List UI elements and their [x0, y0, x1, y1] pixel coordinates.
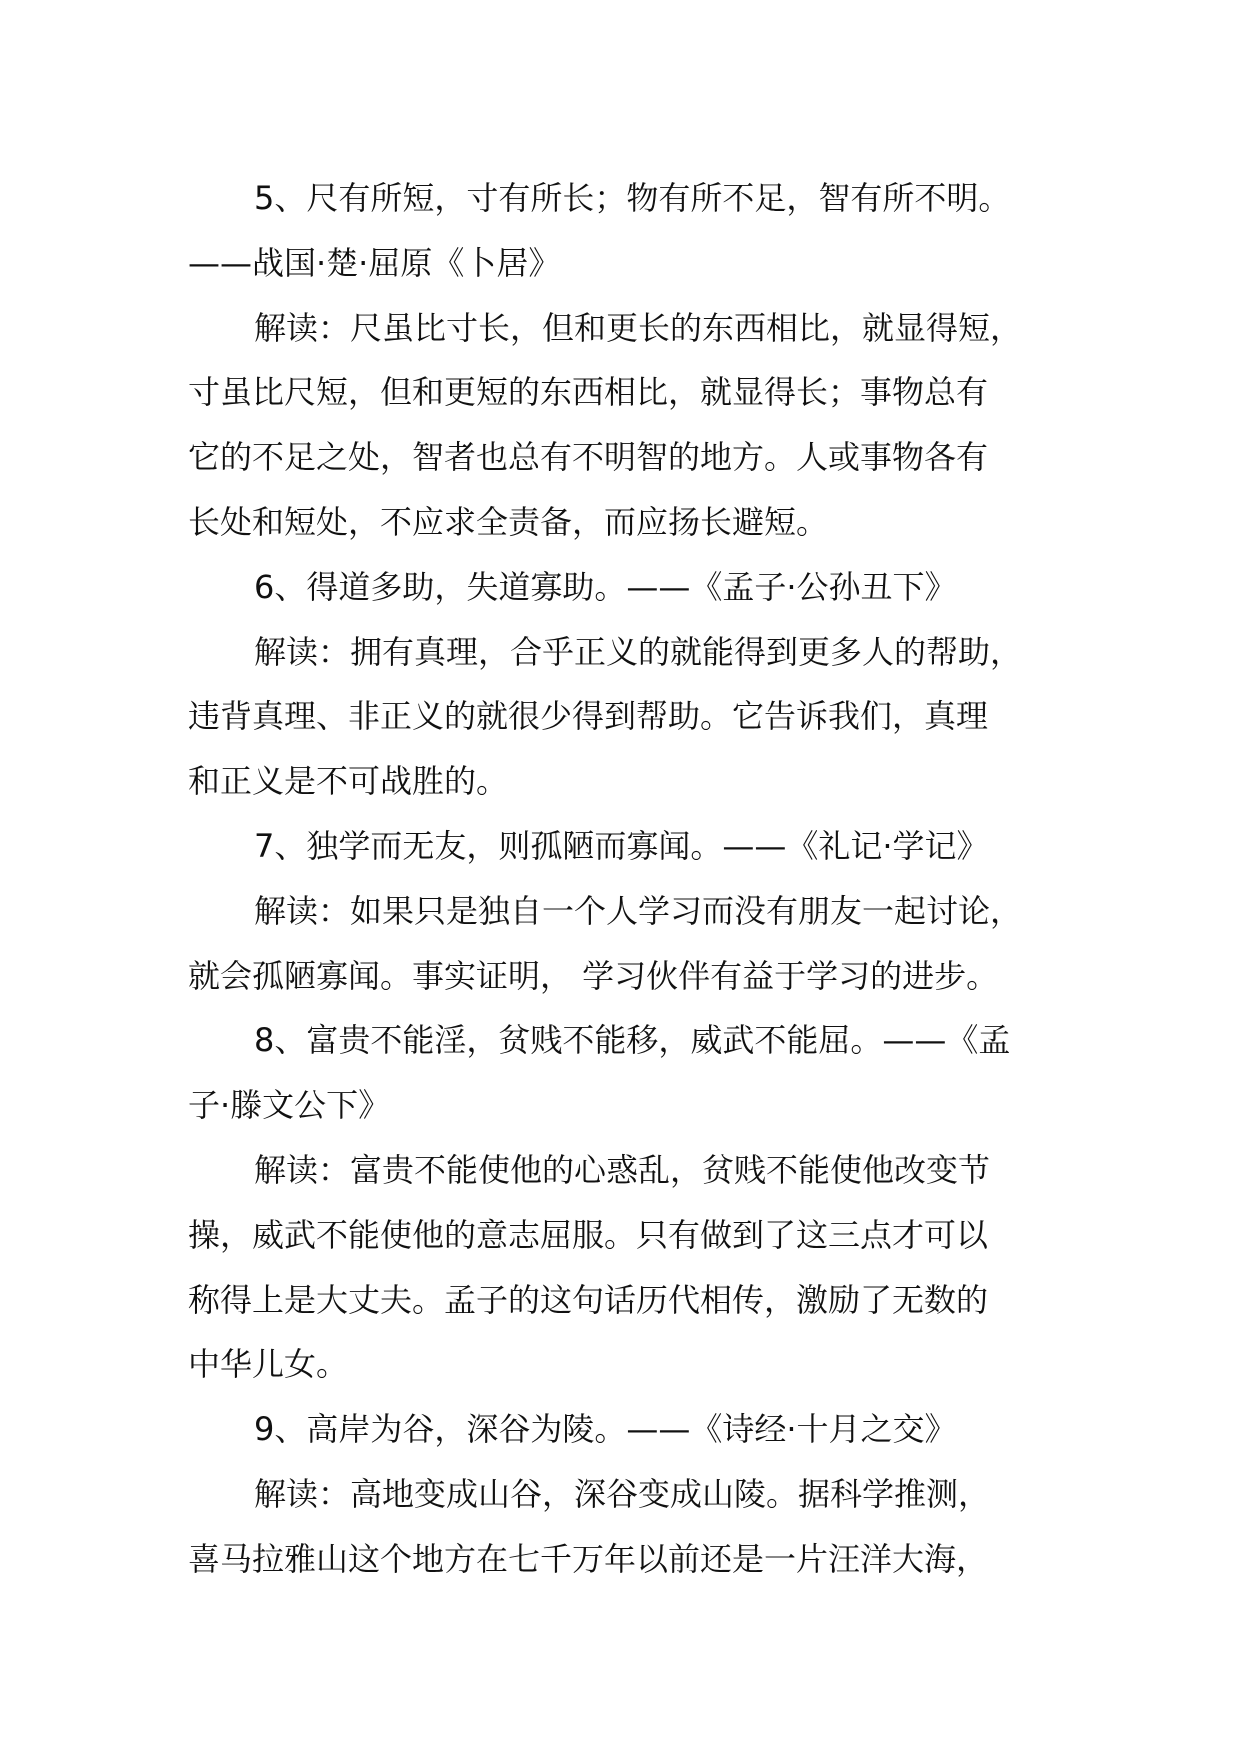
quote-8-line-2: 子·滕文公下》	[188, 1086, 391, 1125]
quote-8-interpretation-line-1: 解读：富贵不能使他的心惑乱，贫贱不能使他改变节	[254, 1150, 991, 1189]
quote-7-interpretation-line-1: 解读：如果只是独自一个人学习而没有朋友一起讨论，	[254, 891, 1023, 930]
quote-8-interpretation-line-3: 称得上是大丈夫。孟子的这句话历代相传，激励了无数的	[188, 1280, 989, 1319]
quote-6-interpretation-line-1: 解读：拥有真理，合乎正义的就能得到更多人的帮助，	[254, 632, 1023, 671]
quote-8-line-1: 8、富贵不能淫，贫贱不能移，威武不能屈。——《孟	[254, 1021, 1011, 1060]
document-body	[188, 166, 1088, 1592]
quote-5-interpretation-line-2: 寸虽比尺短，但和更短的东西相比，就显得长；事物总有	[188, 373, 989, 412]
quote-7-line: 7、独学而无友，则孤陋而寡闻。——《礼记·学记》	[254, 826, 989, 865]
quote-5-interpretation-line-1: 解读：尺虽比寸长，但和更长的东西相比，就显得短，	[254, 308, 1023, 347]
quote-5-interpretation-line-4: 长处和短处，不应求全责备，而应扬长避短。	[188, 502, 829, 541]
quote-6-interpretation-line-3: 和正义是不可战胜的。	[188, 762, 509, 801]
quote-8-interpretation-line-4: 中华儿女。	[188, 1345, 349, 1384]
quote-9-line: 9、高岸为谷，深谷为陵。——《诗经·十月之交》	[254, 1410, 957, 1449]
quote-7-interpretation-line-2: 就会孤陋寡闻。事实证明， 学习伙伴有益于学习的进步。	[188, 956, 999, 995]
quote-6-line: 6、得道多助，失道寡助。——《孟子·公孙丑下》	[254, 567, 957, 606]
quote-9-interpretation-line-2: 喜马拉雅山这个地方在七千万年以前还是一片汪洋大海，	[188, 1539, 989, 1578]
quote-5-source: ——战国·楚·屈原《卜居》	[188, 243, 561, 282]
quote-5-interpretation-line-3: 它的不足之处，智者也总有不明智的地方。人或事物各有	[188, 438, 989, 477]
quote-8-interpretation-line-2: 操，威武不能使他的意志屈服。只有做到了这三点才可以	[188, 1215, 989, 1254]
quote-9-interpretation-line-1: 解读：高地变成山谷，深谷变成山陵。据科学推测，	[254, 1474, 991, 1513]
quote-5-line-1: 5、尺有所短，寸有所长；物有所不足，智有所不明。	[254, 179, 1011, 217]
quote-6-interpretation-line-2: 违背真理、非正义的就很少得到帮助。它告诉我们，真理	[188, 697, 989, 736]
